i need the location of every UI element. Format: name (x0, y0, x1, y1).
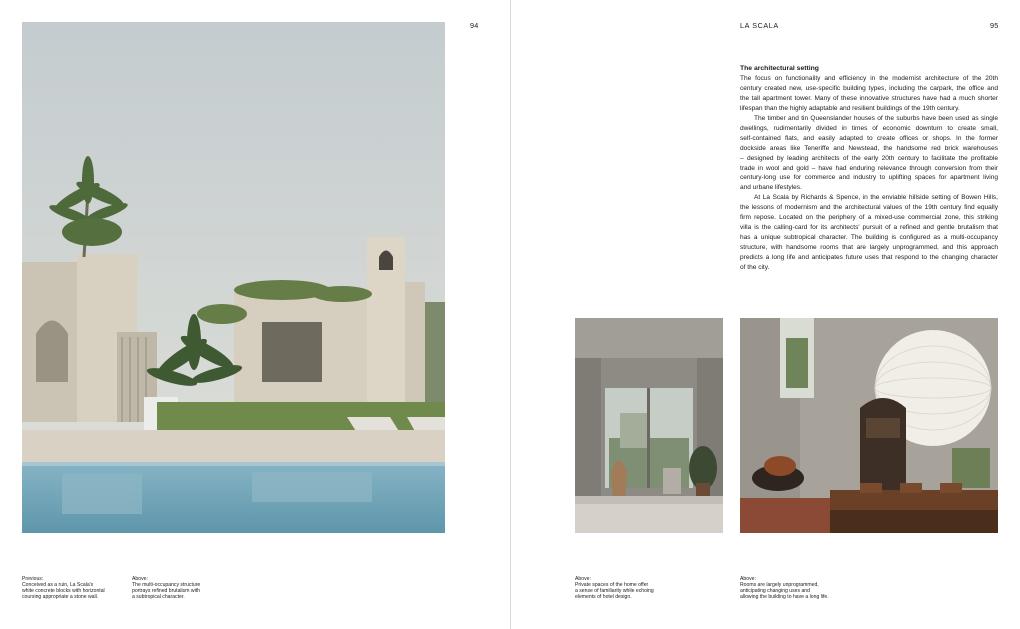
caption-line: Conceived as a ruin, La Scala's (22, 582, 94, 589)
bedroom-photo (575, 318, 723, 533)
article-body (740, 64, 998, 273)
caption-living-room (740, 576, 840, 600)
paragraph-1 (740, 74, 998, 114)
text-line: and urbane lifestyles. (740, 184, 802, 192)
caption-previous (22, 576, 122, 600)
caption-line: The multi-occupancy structure (132, 582, 201, 589)
text-line: the tall apartment tower. Many of these innovative structures have had a much shorter (740, 94, 998, 102)
caption-label: Above: (132, 576, 148, 582)
text-line: the lessons of modernism and the architectural values of the 19th century find equally (740, 204, 998, 212)
text-line: At La Scala by Richards & Spence, in the enviable hillside setting of Bowen Hills, (754, 194, 998, 202)
text-line: century created new, use-specific building types, including the carpark, the office and (740, 84, 998, 92)
text-line: The timber and tin Queenslander houses of the suburbs have been used as single (754, 114, 998, 122)
paragraph-2 (740, 114, 998, 194)
caption-line: Private spaces of the home offer (575, 582, 649, 589)
text-line: firm repose. Located on the periphery of a mixed-use commercial zone, this striking (740, 214, 998, 222)
text-line: structure, with handsome rooms that are largely unprogrammed, and this approach (740, 244, 998, 252)
caption-line: coursing appropriate a stone wall. (22, 594, 99, 601)
caption-line: anticipating changing uses and (740, 588, 810, 595)
caption-line: allowing the building to have a long life. (740, 594, 829, 601)
text-line: self-contained flats, and easily adapted to create offices or shops. In the former (740, 134, 998, 142)
caption-label: Above: (575, 576, 591, 582)
text-line: trade in wool and gold – have had enduring relevance through conversion from their (740, 164, 998, 172)
text-line: dockside areas like Teneriffe and Newstead, the handsome red brick warehouses (740, 144, 998, 152)
text-line: of the city. (740, 264, 770, 272)
text-line: lifespan than the highly adaptable and resilient buildings of the 19th century. (740, 104, 960, 112)
caption-label: Previous: (22, 576, 44, 582)
paragraph-3 (740, 193, 998, 273)
running-head: LA SCALA (740, 21, 779, 30)
caption-bedroom (575, 576, 675, 600)
caption-line: portrays refined brutalism with (132, 588, 200, 595)
right-page-number: 95 (990, 21, 999, 30)
caption-line: a subtropical character. (132, 594, 185, 601)
article-heading: The architectural setting (740, 65, 819, 72)
caption-label: Above: (740, 576, 756, 582)
text-line: – designed by leading architects of the early 20th century to facilitate the profitable (740, 154, 998, 162)
left-page-number: 94 (470, 21, 479, 30)
text-line: villa is the calling-card for its architects' pursuit of a refined and gentle brutalism that (740, 224, 998, 232)
text-line: century-long use for commerce and industry to uplifting spaces for apartment living (740, 174, 998, 182)
text-line: predicts a long life and anticipates future uses that respond to the changing character (740, 254, 998, 262)
caption-line: elements of hotel design. (575, 594, 632, 601)
text-line: has a unique subtropical character. The building is configured as a multi-occupancy (740, 234, 998, 242)
right-page (511, 0, 1020, 629)
caption-line: white concrete blocks with horizontal (22, 588, 105, 595)
caption-line: Rooms are largely unprogrammed, (740, 582, 819, 589)
pool-terrace-photo (22, 22, 445, 533)
text-line: dwellings, rudimentarily divided in times of economic downturn to create small, (740, 124, 998, 132)
text-line: The focus on functionality and efficiency in the modernist architecture of the 20th (740, 74, 998, 82)
caption-above-left (132, 576, 232, 600)
living-room-photo (740, 318, 998, 533)
caption-line: a sense of familiarity while echoing (575, 588, 654, 595)
